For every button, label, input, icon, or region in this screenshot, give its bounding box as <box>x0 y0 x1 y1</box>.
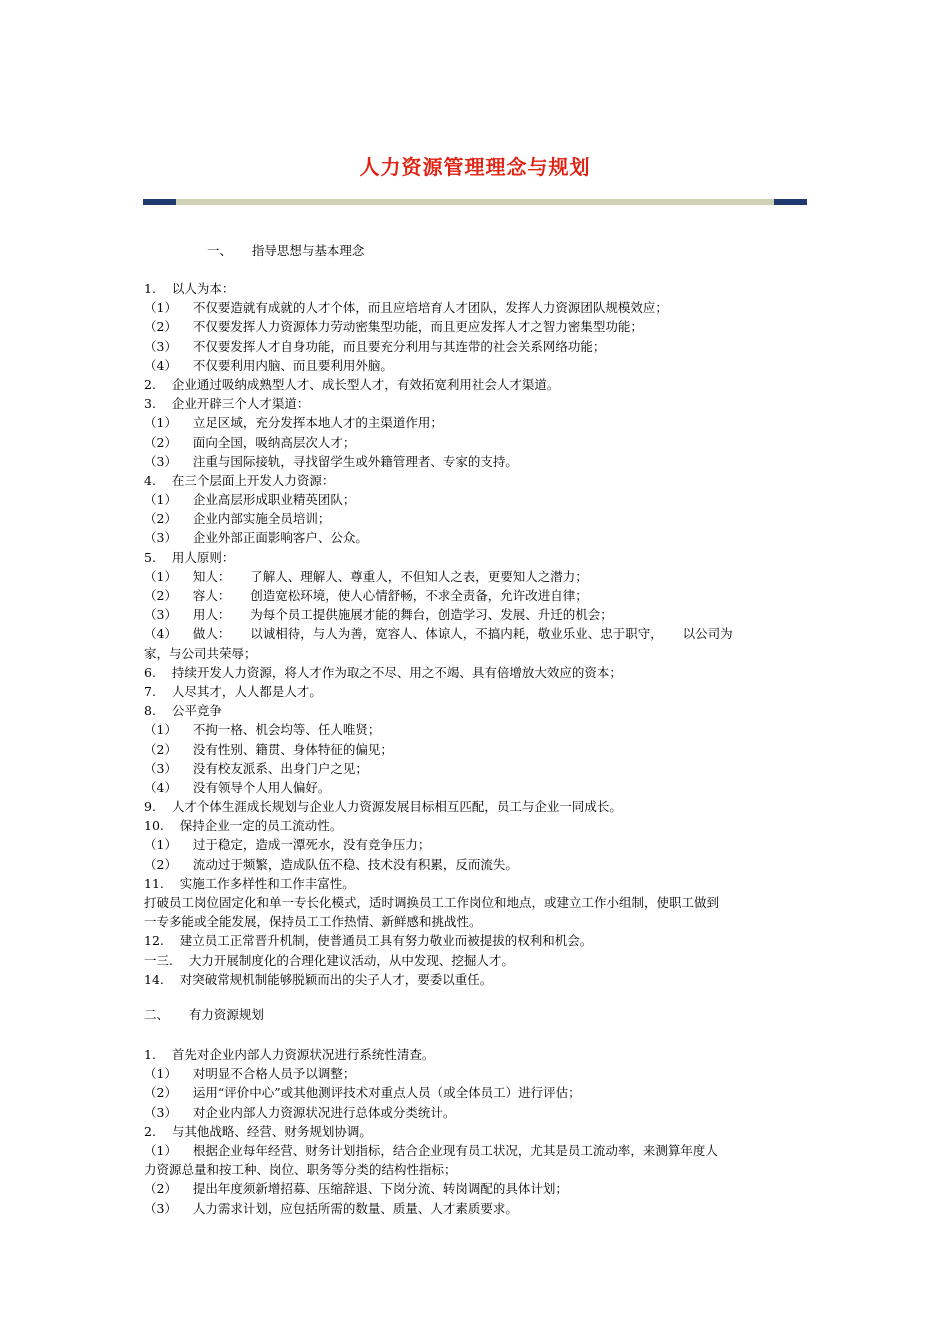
text-line: 一三. 大力开展制度化的合理化建议活动，从中发现、挖掘人才。 <box>144 952 514 968</box>
section-1-body <box>144 279 809 989</box>
text-line: 5. 用人原则： <box>144 549 235 565</box>
text-line: （2） 企业内部实施全员培训； <box>144 511 331 527</box>
text-line: （1） 企业高层形成职业精英团队； <box>144 492 356 508</box>
text-line: （2） 面向全国，吸纳高层次人才； <box>144 434 356 450</box>
section-2-body <box>144 1045 809 1218</box>
text-line: （1） 不拘一格、机会均等、任人唯贤； <box>144 722 381 738</box>
text-line: （3） 不仅要发挥人才自身功能，而且要充分利用与其连带的社会关系网络功能； <box>144 338 606 354</box>
section-1-heading: 一、 指导思想与基本理念 <box>207 243 365 258</box>
text-line: 3. 企业开辟三个人才渠道： <box>144 396 310 412</box>
text-line: （2） 不仅要发挥人力资源体力劳动密集型功能，而且更应发挥人才之智力密集型功能； <box>144 319 643 335</box>
text-line: （1） 不仅要造就有成就的人才个体，而且应培培育人才团队，发挥人力资源团队规模效应； <box>144 300 668 316</box>
text-line: 2. 与其他战略、经营、财务规划协调。 <box>144 1123 372 1139</box>
text-line: （4） 不仅要利用内脑、而且要利用外脑。 <box>144 357 393 373</box>
text-line: 2. 企业通过吸纳成熟型人才、成长型人才，有效拓宽利用社会人才渠道。 <box>144 376 560 392</box>
text-line: （1） 立足区域，充分发挥本地人才的主渠道作用； <box>144 415 443 431</box>
text-line: （3） 对企业内部人力资源状况进行总体或分类统计。 <box>144 1104 456 1120</box>
text-line: （2） 运用“评价中心”或其他测评技术对重点人员（或全体员工）进行评估； <box>144 1085 581 1101</box>
text-line: 家，与公司共荣辱； <box>144 645 257 661</box>
text-line: （4） 没有领导个人用人偏好。 <box>144 779 331 795</box>
text-line: 9. 人才个体生涯成长规划与企业人力资源发展目标相互匹配，员工与企业一同成长。 <box>144 799 622 815</box>
text-line: 1. 以人为本： <box>144 281 235 296</box>
text-line: （2） 容人： 创造宽松环境，使人心情舒畅，不求全责备，允许改进自律； <box>144 588 588 603</box>
text-line: 4. 在三个层面上开发人力资源： <box>144 472 335 488</box>
text-line: （1） 知人： 了解人、理解人、尊重人，不但知人之表，更要知人之潜力； <box>144 568 588 584</box>
text-line: 7. 人尽其才，人人都是人才。 <box>144 683 322 699</box>
text-line: 力资源总量和按工种、岗位、职务等分类的结构性指标； <box>144 1162 457 1178</box>
text-line: 14. 对突破常规机制能够脱颖而出的尖子人才，要委以重任。 <box>144 971 493 987</box>
text-line: 11. 实施工作多样性和工作丰富性。 <box>144 875 355 891</box>
divider-right-cap <box>774 199 807 205</box>
text-line: （3） 注重与国际接轨，寻找留学生或外籍管理者、专家的支持。 <box>144 453 518 469</box>
text-line: 8. 公平竞争 <box>144 703 222 719</box>
text-line: （4） 做人： 以诚相待，与人为善，宽容人、体谅人，不搞内耗，敬业乐业、忠于职守， 以公司为 <box>144 626 733 642</box>
text-line: 一专多能或全能发展，保持员工工作热情、新鲜感和挑战性。 <box>144 914 482 930</box>
text-line: （3） 用人： 为每个员工提供施展才能的舞台，创造学习、发展、升迁的机会； <box>144 607 613 623</box>
text-line: （1） 根据企业每年经营、财务计划指标，结合企业现有员工状况，尤其是员工流动率，来测算年度人 <box>144 1142 718 1158</box>
text-line: （2） 提出年度须新增招募、压缩辞退、下岗分流、转岗调配的具体计划； <box>144 1181 568 1197</box>
text-line: （2） 流动过于频繁，造成队伍不稳、技术没有积累，反而流失。 <box>144 856 518 872</box>
text-line: （2） 没有性别、籍贯、身体特征的偏见； <box>144 741 393 757</box>
text-line: （1） 过于稳定，造成一潭死水，没有竞争压力； <box>144 837 431 853</box>
document-title: 人力资源管理理念与规划 <box>359 155 591 179</box>
divider-left-cap <box>143 199 176 205</box>
text-line: （3） 人力需求计划，应包括所需的数量、质量、人才素质要求。 <box>144 1200 518 1216</box>
text-line: 打破员工岗位固定化和单一专长化模式，适时调换员工工作岗位和地点，或建立工作小组制，使职工做到 <box>144 895 720 910</box>
text-line: 1. 首先对企业内部人力资源状况进行系统性清查。 <box>144 1047 435 1062</box>
text-line: （3） 企业外部正面影响客户、公众。 <box>144 530 368 546</box>
text-line: 12. 建立员工正常晋升机制，使普通员工具有努力敬业而被提拔的权利和机会。 <box>144 933 593 949</box>
text-line: 10. 保持企业一定的员工流动性。 <box>144 818 343 834</box>
section-2-heading: 二、 有力资源规划 <box>144 1007 264 1022</box>
text-line: 6. 持续开发人力资源，将人才作为取之不尽、用之不竭、具有倍增放大效应的资本； <box>144 664 622 680</box>
title-divider <box>143 199 807 205</box>
text-line: （1） 对明显不合格人员予以调整； <box>144 1066 356 1082</box>
text-line: （3） 没有校友派系、出身门户之见； <box>144 760 368 776</box>
divider-middle <box>176 199 774 205</box>
